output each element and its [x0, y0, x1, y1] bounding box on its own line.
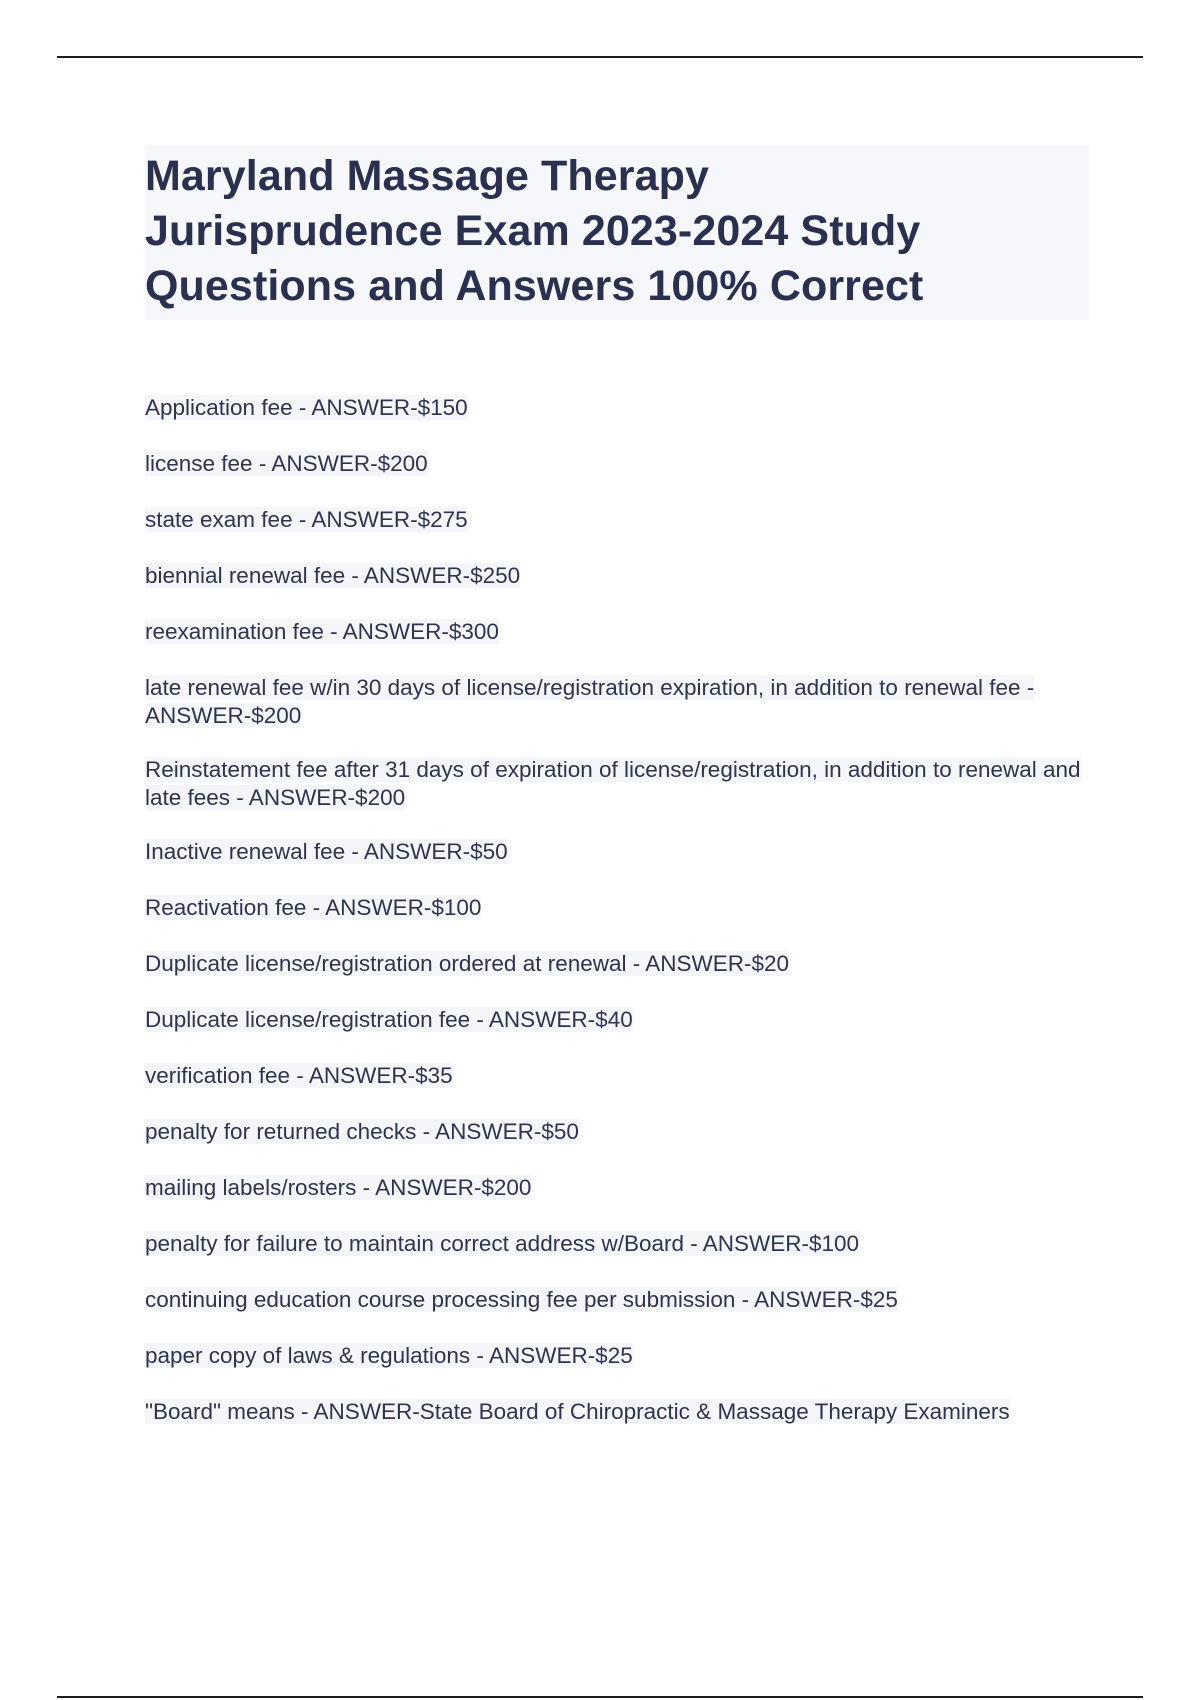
top-divider [57, 56, 1143, 58]
qa-item [145, 838, 1095, 866]
qa-item [145, 1006, 1095, 1034]
qa-text: biennial renewal fee - ANSWER-$250 [145, 563, 521, 588]
document-title [145, 149, 1089, 314]
title-block [145, 145, 1089, 320]
qa-text: Duplicate license/registration ordered at renewal - ANSWER-$20 [145, 951, 790, 976]
bottom-divider [57, 1696, 1143, 1698]
qa-item [145, 450, 1095, 478]
qa-text: state exam fee - ANSWER-$275 [145, 507, 468, 532]
qa-item [145, 1286, 1095, 1314]
qa-item [145, 1342, 1095, 1370]
title-line: Jurisprudence Exam 2023-2024 Study [145, 207, 921, 255]
qa-text: penalty for returned checks - ANSWER-$50 [145, 1119, 579, 1144]
qa-list [145, 394, 1095, 1454]
qa-item [145, 562, 1095, 590]
qa-item [145, 894, 1095, 922]
qa-item [145, 674, 1095, 730]
qa-text: "Board" means - ANSWER-State Board of Chiropractic & Massage Therapy Examiners [145, 1399, 1010, 1424]
qa-item [145, 1230, 1095, 1258]
qa-item [145, 950, 1095, 978]
title-line: Maryland Massage Therapy [145, 152, 710, 200]
qa-text: late renewal fee w/in 30 days of license/registration expiration, in addition to renewal fee - ANSWER-$200 [145, 675, 1035, 728]
qa-text: Application fee - ANSWER-$150 [145, 395, 468, 420]
qa-text: verification fee - ANSWER-$35 [145, 1063, 453, 1088]
qa-item [145, 1398, 1095, 1426]
qa-text: paper copy of laws & regulations - ANSWER-$25 [145, 1343, 633, 1368]
qa-text: continuing education course processing fee per submission - ANSWER-$25 [145, 1287, 898, 1312]
qa-item [145, 394, 1095, 422]
qa-item [145, 756, 1095, 812]
title-line: Questions and Answers 100% Correct [145, 262, 924, 310]
qa-item [145, 1062, 1095, 1090]
qa-text: Reinstatement fee after 31 days of expiration of license/registration, in addition to renewal and late fees - ANSWER-$200 [145, 757, 1081, 810]
qa-text: penalty for failure to maintain correct address w/Board - ANSWER-$100 [145, 1231, 860, 1256]
qa-text: Reactivation fee - ANSWER-$100 [145, 895, 482, 920]
qa-item [145, 618, 1095, 646]
qa-item [145, 1118, 1095, 1146]
qa-text: license fee - ANSWER-$200 [145, 451, 428, 476]
qa-text: Inactive renewal fee - ANSWER-$50 [145, 839, 508, 864]
qa-item [145, 1174, 1095, 1202]
qa-item [145, 506, 1095, 534]
qa-text: Duplicate license/registration fee - ANSWER-$40 [145, 1007, 633, 1032]
qa-text: mailing labels/rosters - ANSWER-$200 [145, 1175, 532, 1200]
qa-text: reexamination fee - ANSWER-$300 [145, 619, 499, 644]
